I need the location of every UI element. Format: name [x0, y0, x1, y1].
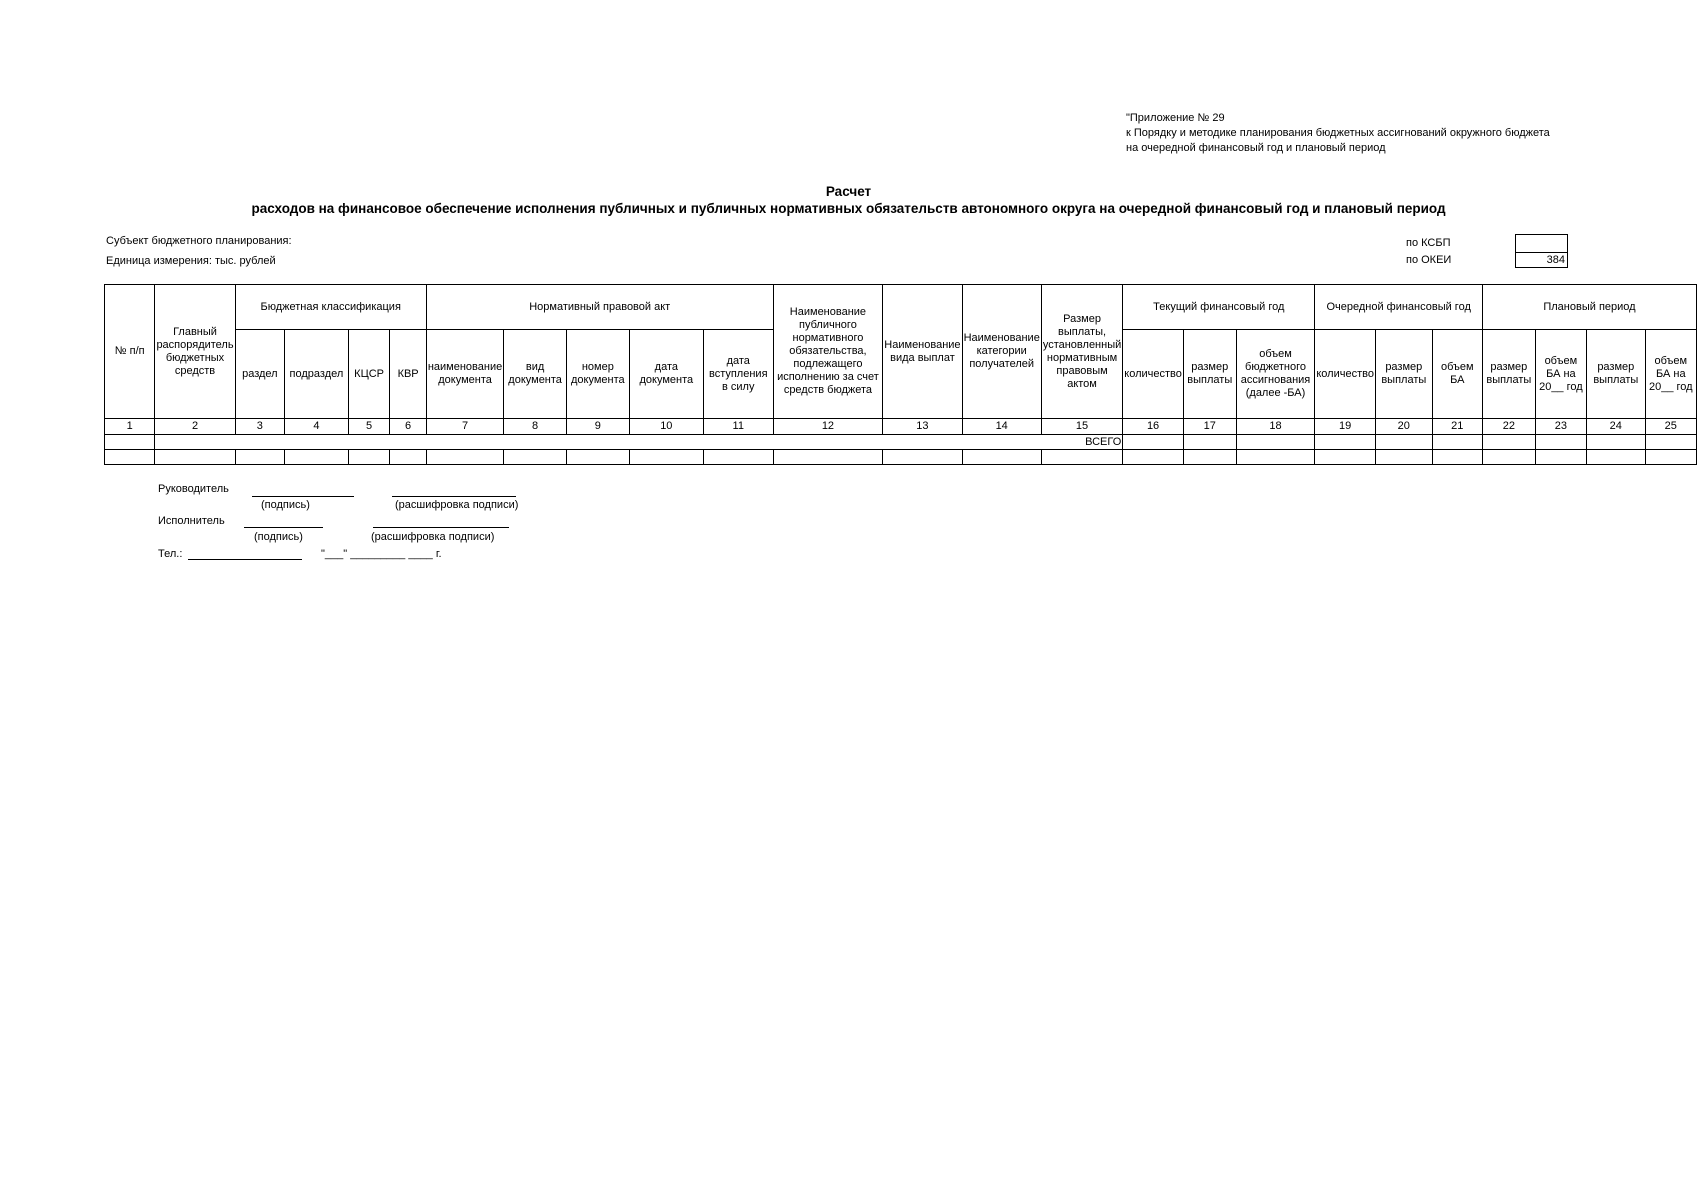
header-budget-class: Бюджетная классификация [235, 285, 426, 330]
head-label: Руководитель [158, 483, 229, 495]
appendix-line-3: на очередной финансовый год и плановый период [1126, 142, 1386, 154]
header-pay-size: Размер выплаты, установленный нормативным правовым актом [1041, 285, 1122, 419]
header-gr: Главный распорядитель бюджетных средств [155, 285, 235, 419]
head-decode-hint: (расшифровка подписи) [395, 499, 519, 511]
header-doc-num: номер документа [566, 330, 629, 419]
calculation-table [104, 284, 1697, 465]
col-num-19: 19 [1315, 419, 1376, 435]
appendix-line-1: "Приложение № 29 [1126, 112, 1225, 124]
executor-signature-hint: (подпись) [254, 531, 303, 543]
header-pay-type: Наименование вида выплат [883, 285, 962, 419]
col-num-25: 25 [1645, 419, 1696, 435]
header-plan2-pay: размер выплаты [1587, 330, 1646, 419]
document-title: Расчет [825, 184, 872, 199]
col-num-22: 22 [1482, 419, 1535, 435]
col-num-24: 24 [1587, 419, 1646, 435]
col-num-10: 10 [629, 419, 703, 435]
executor-label: Исполнитель [158, 515, 225, 527]
total-row [105, 435, 1697, 450]
subject-label: Субъект бюджетного планирования: [106, 235, 292, 247]
col-num-8: 8 [504, 419, 567, 435]
header-obligation: Наименование публичного нормативного обязательства, подлежащего исполнению за счет средств бюджета [773, 285, 883, 419]
okei-code-box: 384 [1515, 252, 1568, 268]
header-next-ba: объем БА [1432, 330, 1482, 419]
executor-decode-hint: (расшифровка подписи) [371, 531, 495, 543]
header-plan1-pay: размер выплаты [1482, 330, 1535, 419]
header-doc-effective: дата вступления в силу [703, 330, 773, 419]
date-line: "___" _________ ____ г. [321, 548, 442, 560]
header-kcsr: КЦСР [348, 330, 390, 419]
col-num-11: 11 [703, 419, 773, 435]
table-row [105, 450, 1697, 465]
header-doc-type: вид документа [504, 330, 567, 419]
col-num-16: 16 [1123, 419, 1184, 435]
header-recipients: Наименование категории получателей [962, 285, 1041, 419]
executor-decode-line [373, 527, 509, 528]
okei-label: по ОКЕИ [1406, 254, 1452, 266]
col-num-7: 7 [426, 419, 503, 435]
header-num: № п/п [105, 285, 155, 419]
head-signature-line [252, 496, 354, 497]
header-kvr: КВР [390, 330, 426, 419]
header-cur-qty: количество [1123, 330, 1184, 419]
executor-signature-line [244, 527, 323, 528]
header-current-year: Текущий финансовый год [1123, 285, 1315, 330]
col-num-9: 9 [566, 419, 629, 435]
col-num-20: 20 [1375, 419, 1432, 435]
header-plan1-ba: объем БА на 20__ год [1535, 330, 1586, 419]
header-cur-ba: объем бюджетного ассигнования (далее -БА) [1236, 330, 1315, 419]
phone-label: Тел.: [158, 548, 183, 560]
header-plan-period: Плановый период [1482, 285, 1696, 330]
col-num-23: 23 [1535, 419, 1586, 435]
col-num-21: 21 [1432, 419, 1482, 435]
header-next-year: Очередной финансовый год [1315, 285, 1483, 330]
col-num-6: 6 [390, 419, 426, 435]
header-doc-name: наименование документа [426, 330, 503, 419]
total-label: ВСЕГО [155, 435, 1123, 450]
col-num-5: 5 [348, 419, 390, 435]
header-npa: Нормативный правовой акт [426, 285, 773, 330]
col-num-4: 4 [285, 419, 349, 435]
unit-label: Единица измерения: тыс. рублей [106, 255, 276, 267]
col-num-1: 1 [105, 419, 155, 435]
appendix-line-2: к Порядку и методике планирования бюджетных ассигнований окружного бюджета [1126, 127, 1550, 139]
col-num-14: 14 [962, 419, 1041, 435]
col-num-17: 17 [1183, 419, 1236, 435]
ksbp-code-box [1515, 234, 1568, 253]
col-num-3: 3 [235, 419, 285, 435]
appendix-note [1126, 111, 1550, 156]
header-cur-pay: размер выплаты [1183, 330, 1236, 419]
header-podrazdel: подраздел [285, 330, 349, 419]
ksbp-label: по КСБП [1406, 237, 1451, 249]
header-next-qty: количество [1315, 330, 1376, 419]
col-num-2: 2 [155, 419, 235, 435]
document-subtitle: расходов на финансовое обеспечение исполнения публичных и публичных нормативных обязательств автономного округа на очередной финансовый год и плановый период [251, 201, 1446, 216]
header-next-pay: размер выплаты [1375, 330, 1432, 419]
head-decode-line [392, 496, 516, 497]
col-num-12: 12 [773, 419, 883, 435]
header-doc-date: дата документа [629, 330, 703, 419]
phone-line [188, 559, 302, 560]
col-num-13: 13 [883, 419, 962, 435]
col-num-15: 15 [1041, 419, 1122, 435]
head-signature-hint: (подпись) [261, 499, 310, 511]
header-plan2-ba: объем БА на 20__ год [1645, 330, 1696, 419]
col-num-18: 18 [1236, 419, 1315, 435]
header-razdel: раздел [235, 330, 285, 419]
